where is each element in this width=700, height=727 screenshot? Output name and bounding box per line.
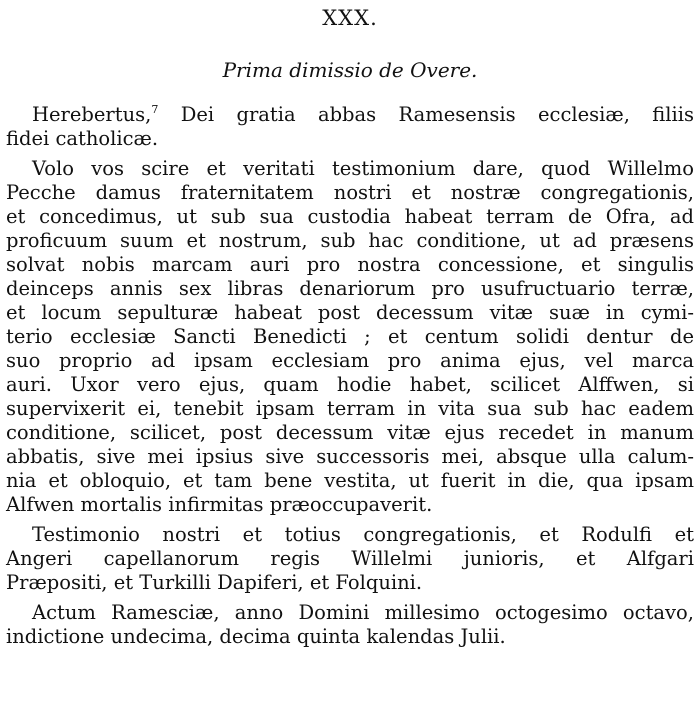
paragraph-line: Præpositi, et Turkilli Dapiferi, et Folquini.: [6, 571, 423, 594]
footnote-marker: 7: [151, 103, 159, 116]
paragraph-line: auri. Uxor vero ejus, quam hodie habet, scilicet Alffwen, si: [6, 373, 694, 396]
paragraph-line: deinceps annis sex libras denariorum pro usufructuario terræ,: [6, 277, 694, 300]
paragraph-line: conditione, scilicet, post decessum vitæ ejus recedet in manum: [6, 421, 694, 444]
paragraph-line: terio ecclesiæ Sancti Benedicti ; et centum solidi dentur de: [6, 325, 694, 348]
paragraph-line: Volo vos scire et veritati testimonium dare, quod Willelmo: [32, 157, 694, 180]
paragraph-line: et locum sepulturæ habeat post decessum vitæ suæ in cymi-: [6, 301, 694, 324]
paragraph-line: abbatis, sive mei ipsius sive successoris mei, absque ulla calum-: [6, 445, 694, 468]
line-text: Dei gratia abbas Ramesensis ecclesiæ, filiis: [158, 103, 694, 126]
paragraph-line: solvat nobis marcam auri pro nostra concessione, et singulis: [6, 253, 694, 276]
charter-number-heading: XXX.: [322, 6, 378, 30]
paragraph-line: proficuum suum et nostrum, sub hac conditione, ut ad præsens: [6, 229, 694, 252]
paragraph-line: Alfwen mortalis infirmitas præoccupaverit.: [6, 493, 433, 516]
paragraph-line: Pecche damus fraternitatem nostri et nostræ congregationis,: [6, 181, 694, 204]
paragraph-line: indictione undecima, decima quinta kalendas Julii.: [6, 625, 506, 648]
charter-title: Prima dimissio de Overe.: [222, 58, 478, 82]
paragraph-line: Testimonio nostri et totius congregationis, et Rodulfi et: [32, 523, 694, 546]
paragraph-line: supervixerit ei, tenebit ipsam terram in vita sua sub hac eadem: [6, 397, 694, 420]
line-text: Herebertus,: [32, 103, 152, 126]
paragraph-line: et concedimus, ut sub sua custodia habeat terram de Ofra, ad: [6, 205, 694, 228]
paragraph-line: suo proprio ad ipsam ecclesiam pro anima ejus, vel marca: [6, 349, 694, 372]
paragraph-line: nia et obloquio, et tam bene vestita, ut fuerit in die, qua ipsam: [6, 469, 694, 492]
paragraph-line: fidei catholicæ.: [6, 127, 159, 150]
paragraph-line: [32, 103, 694, 127]
paragraph-line: Actum Ramesciæ, anno Domini millesimo octogesimo octavo,: [32, 601, 694, 624]
paragraph-line: Angeri capellanorum regis Willelmi junioris, et Alfgari: [6, 547, 694, 570]
